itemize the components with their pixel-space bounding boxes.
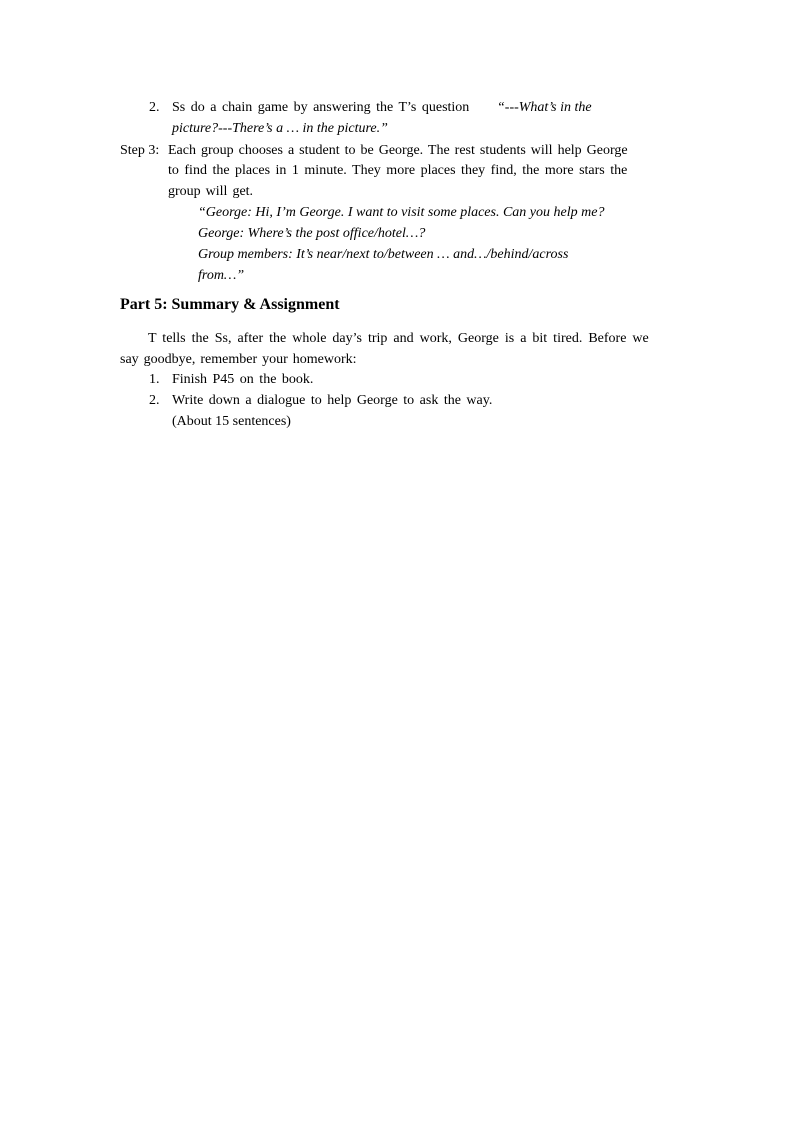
dialogue-line: “George: Hi, I’m George. I want to visit some places. Can you help me?	[198, 205, 605, 220]
list-number: 2.	[149, 393, 160, 408]
dialogue-line: Group members: It’s near/next to/between … and…/behind/across	[198, 247, 569, 262]
paragraph-line: Each group chooses a student to be George. The rest students will help George	[168, 143, 628, 158]
list-item-text: Finish P45 on the book.	[172, 372, 314, 387]
paragraph-line: T tells the Ss, after the whole day’s trip and work, George is a bit tired. Before we	[148, 331, 649, 346]
step-label: Step 3:	[120, 143, 160, 158]
quote-text: picture?---There’s a … in the picture.”	[172, 121, 388, 136]
paragraph-line: group will get.	[168, 184, 254, 199]
dialogue-line: George: Where’s the post office/hotel…?	[198, 226, 426, 241]
paragraph-line: say goodbye, remember your homework:	[120, 352, 357, 367]
dialogue-line: from…”	[198, 268, 245, 283]
paragraph-line: to find the places in 1 minute. They more places they find, the more stars the	[168, 163, 628, 178]
list-item-note: (About 15 sentences)	[172, 414, 291, 429]
section-heading: Part 5: Summary & Assignment	[120, 296, 340, 313]
quote-text: “---What’s in the	[497, 100, 592, 115]
list-number: 2.	[149, 100, 160, 115]
list-item-text: Ss do a chain game by answering the T’s question	[172, 100, 470, 115]
list-item-text: Write down a dialogue to help George to ask the way.	[172, 393, 493, 408]
list-number: 1.	[149, 372, 160, 387]
